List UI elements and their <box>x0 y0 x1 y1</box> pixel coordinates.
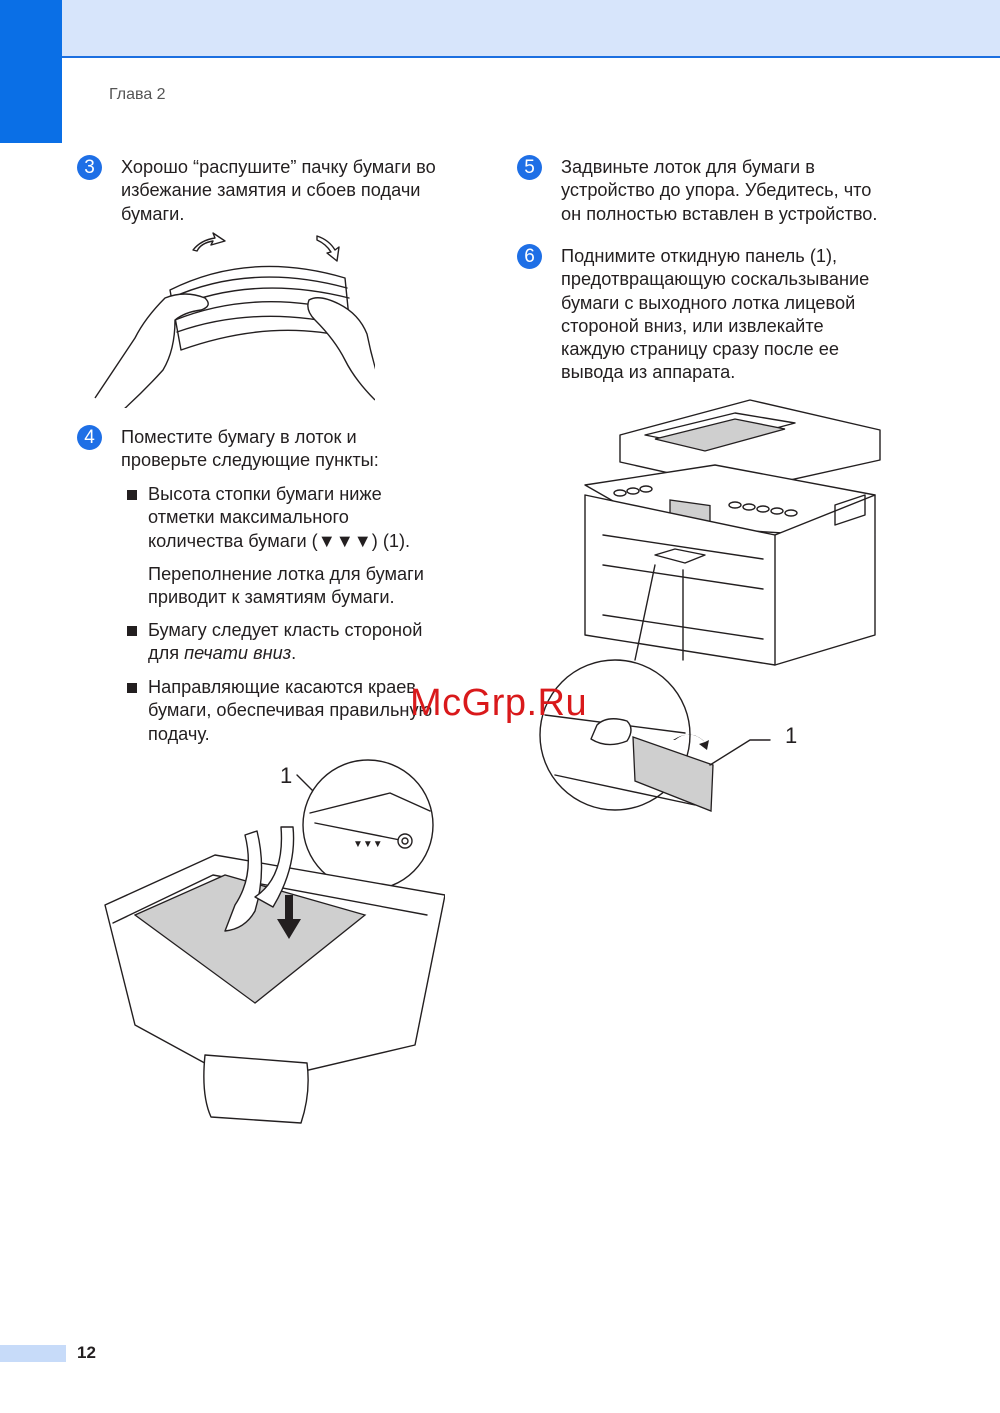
step-line: Поместите бумагу в лоток и <box>121 427 357 447</box>
bullet-square <box>127 490 137 500</box>
header-band <box>62 0 1000 56</box>
step-5 <box>524 156 878 226</box>
svg-text:▼▼▼: ▼▼▼ <box>353 839 383 850</box>
page-number: 12 <box>77 1343 96 1362</box>
bullet-line: Высота стопки бумаги ниже <box>148 484 382 504</box>
step-line: бумаги. <box>121 203 185 224</box>
step-line: устройство до упора. Убедитесь, что <box>561 180 872 201</box>
step-line: избежание замятия и сбоев подачи <box>121 180 421 201</box>
bullet-face-down <box>148 619 422 666</box>
overfill-note <box>148 563 424 610</box>
step-line: проверьте следующие пункты: <box>121 450 379 471</box>
fan-arrow-left <box>193 233 225 251</box>
flap-callout-label: 1 <box>785 723 798 748</box>
step-line: вывода из аппарата. <box>561 362 736 383</box>
step-6 <box>524 245 870 385</box>
tray-front <box>204 1055 308 1123</box>
step-number: 6 <box>517 244 542 269</box>
step-3 <box>84 156 436 226</box>
step-number: 4 <box>77 425 102 450</box>
step-line: предотвращающую соскальзывание <box>561 269 870 290</box>
step-number: 5 <box>517 155 542 180</box>
fan-arrow-right <box>317 236 339 261</box>
bullet-square <box>127 626 137 636</box>
step-number: 3 <box>77 155 102 180</box>
bullet-line: бумаги, обеспечивая правильную <box>148 700 433 721</box>
step-line: стороной вниз, или извлекайте <box>561 315 824 336</box>
step-line: Задвиньте лоток для бумаги в <box>561 157 815 177</box>
header-rule <box>62 56 1000 58</box>
chapter-title: Глава 2 <box>109 86 166 103</box>
bullet-line: Бумагу следует класть стороной <box>148 620 423 640</box>
bullet-line: Направляющие касаются краев <box>148 677 416 697</box>
step-line: Поднимите откидную панель (1), <box>561 246 838 266</box>
paper-tray-illustration <box>95 755 445 1125</box>
step-line: каждую страницу сразу после ее <box>561 339 839 360</box>
bullet-line: количества бумаги (▼▼▼) (1). <box>148 530 411 551</box>
footer-band <box>0 1345 66 1362</box>
bullet-line: подачу. <box>148 723 210 744</box>
bullet-square <box>127 683 137 693</box>
chapter-tab <box>0 0 62 143</box>
bullet-stack-height <box>148 483 410 553</box>
printer-illustration <box>535 395 895 865</box>
note-line: Переполнение лотка для бумаги <box>148 564 424 584</box>
watermark: McGrp.Ru <box>410 682 588 724</box>
left-hand <box>95 294 208 408</box>
bullet-line: для печати вниз. <box>148 643 297 664</box>
step-line: бумаги с выходного лотка лицевой <box>561 292 856 313</box>
bullet-line: отметки максимального <box>148 507 349 528</box>
bullet-guides <box>148 676 432 746</box>
right-hand <box>308 298 375 400</box>
fan-paper-illustration <box>85 228 375 408</box>
tray-callout-label: 1 <box>280 763 293 788</box>
step-4 <box>84 426 379 473</box>
note-line: приводит к замятиям бумаги. <box>148 587 395 608</box>
step-line: он полностью вставлен в устройство. <box>561 203 878 224</box>
step-line: Хорошо “распушите” пачку бумаги во <box>121 157 436 177</box>
